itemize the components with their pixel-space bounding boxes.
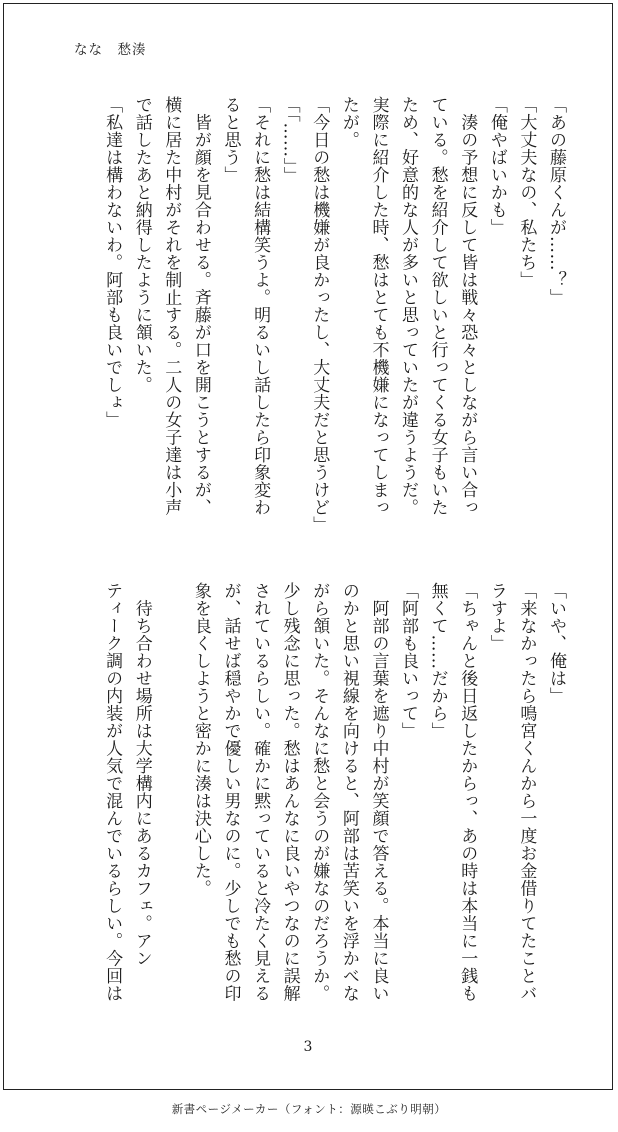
text-line: がら頷いた。そんなに愁と会うのが嫌なのだろうか。 [309,582,330,1002]
text-line: たが。 [338,96,359,149]
text-line: ラすよ」 [486,582,507,652]
page-number: 3 [303,1039,313,1055]
text-line: 無くて……だから」 [427,582,448,740]
text-line: 「来なかったら鳴宮くんから一度お金借りてたことバ [516,582,537,1002]
text-line: 皆が顔を見合わせる。斉藤が口を開こうとするが、 [190,96,211,516]
text-block-upper [50,96,570,536]
text-line: ると思う」 [220,96,241,184]
text-line: 「大丈夫なの、私たち」 [516,96,537,289]
book-page [3,3,613,1090]
text-line: ティーク調の内装が人気で混んでいるらしい。今回は [102,582,123,1002]
text-line: 「あの藤原くんが……？」 [546,96,566,306]
text-line: で話したあと納得したように頷いた。 [131,96,152,394]
text-line: 少し残念に思った。愁はあんなに良いやつなのに誤解 [279,582,300,1002]
text-line: 「俺やばいかも」 [486,96,507,236]
text-line: 阿部の言葉を遮り中村が笑顔で答える。本当に良い [368,582,389,1002]
text-line: 「「……」」 [279,96,300,184]
text-line: が、話せば穏やかで優しい男なのに。少しでも愁の印 [220,582,241,1002]
text-line: ている。愁を紹介して欲しいと行ってくる女子もいた [427,96,448,516]
text-line: 「いや、俺は」 [546,582,566,705]
text-line [156,582,186,1022]
text-block-lower [50,582,570,1022]
text-line: 「今日の愁は機嫌が良かったし、大丈夫だと思うけど」 [309,96,330,534]
footer-credit: 新書ページメーカー（フォント：源暎こぶり明朝） [171,1102,447,1116]
text-line: 「それに愁は結構笑うよ。明るいし話したら印象変わ [250,96,271,516]
text-line: 横に居た中村がそれを制止する。二人の女子達は小声 [161,96,182,516]
text-line: のかと思い視線を向けると、阿部は苦笑いを浮かべな [338,582,359,1002]
text-line: ため、好意的な人が多いと思っていたが違うようだ。 [398,96,419,516]
text-line: 「私達は構わないわ。阿部も良いでしょ」 [102,96,123,429]
text-line: 実際に紹介した時、愁はとても不機嫌になってしまっ [368,96,389,516]
text-line: されているらしい。確かに黙っていると冷たく見える [250,582,271,1002]
text-line: 「阿部も良いって」 [398,582,419,740]
text-line: 象を良くしようと密かに湊は決心した。 [190,582,211,897]
text-line: 待ち合わせ場所は大学構内にあるカフェ。アン [131,582,152,967]
running-header-author: なな 愁湊 [74,42,147,58]
text-line: 「ちゃんと後日返したからっ、あの時は本当に一銭も [457,582,478,1002]
text-line: 湊の予想に反して皆は戦々恐々としながら言い合っ [457,96,478,516]
